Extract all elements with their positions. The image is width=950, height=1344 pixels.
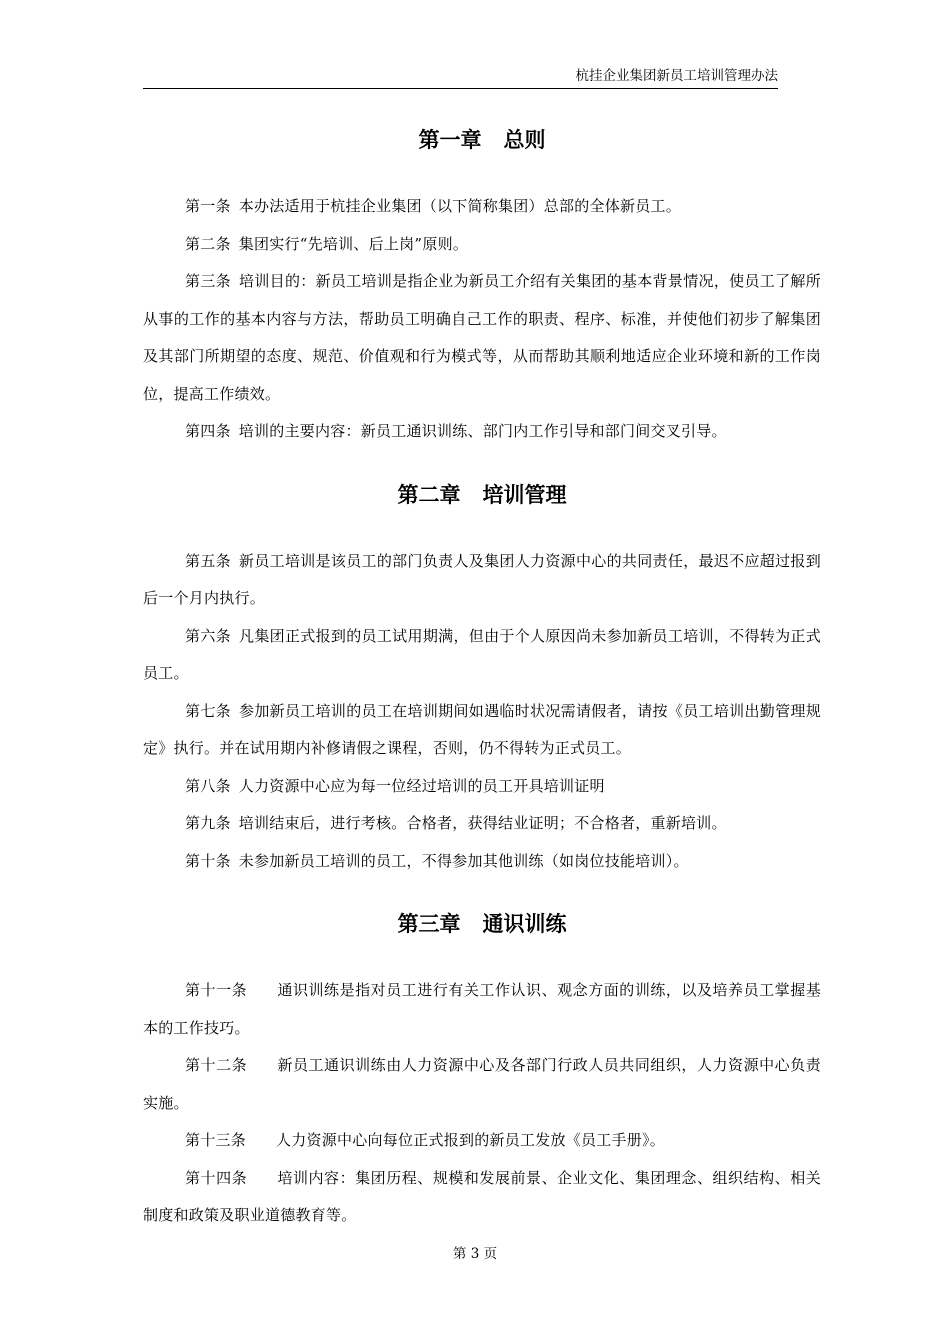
article [143,618,821,693]
article-text: 本办法适用于杭挂企业集团（以下简称集团）总部的全体新员工。 [238,197,682,215]
article-text: 新员工通识训练由人力资源中心及各部门行政人员共同组织，人力资源中心负责实施。 [143,1056,821,1112]
article-text: 凡集团正式报到的员工试用期满，但由于个人原因尚未参加新员工培训，不得转为正式员工。 [143,626,821,682]
article [143,543,821,618]
article-text: 未参加新员工培训的员工，不得参加其他训练（如岗位技能培训）。 [238,851,689,870]
article-text: 参加新员工培训的员工在培训期间如遇临时状况需请假者，请按《员工培训出勤管理规定》执行。并在试用期内补修请假之课程，否则，仍不得转为正式员工。 [143,701,821,757]
article-label: 第二条 [185,234,231,253]
article-text: 培训结束后，进行考核。合格者，获得结业证明；不合格者，重新培训。 [238,814,727,832]
article [143,972,821,1047]
chapter-name: 通识训练 [482,912,567,936]
article-label: 第十条 [185,851,231,870]
article-label: 第三条 [185,272,231,290]
chapter-2 [143,473,821,881]
article-text: 人力资源中心应为每一位经过培训的员工开具培训证明 [238,776,605,795]
article [143,843,821,881]
chapter-title [143,473,821,517]
article-text: 新员工培训是该员工的部门负责人及集团人力资源中心的共同责任，最迟不应超过报到后一个月内执行。 [143,551,821,607]
article [143,188,821,226]
chapter-name: 培训管理 [482,482,567,507]
article-label: 第五条 [185,551,231,570]
article-label: 第一条 [185,197,231,215]
document-body [143,118,821,1235]
chapter-title [143,118,821,162]
article [143,413,821,451]
article-text: 集团实行“先培训、后上岗”原则。 [238,234,469,253]
chapter-number: 第二章 [397,482,461,507]
article-label: 第九条 [185,814,231,832]
chapter-title [143,902,821,946]
article-text: 人力资源中心向每位正式报到的新员工发放《员工手册》。 [276,1131,666,1149]
page-number: 3 [470,1246,480,1262]
chapter-3 [143,902,821,1235]
article-label: 第十二条 [185,1056,248,1074]
page-footer [0,1244,950,1264]
chapter-name: 总则 [503,128,546,152]
page-header [143,66,778,89]
article [143,805,821,843]
article-label: 第十一条 [185,981,248,999]
article-text: 培训目的：新员工培训是指企业为新员工介绍有关集团的基本背景情况，使员工了解所从事的工作的基本内容与方法，帮助员工明确自己工作的职责、程序、标准，并使他们初步了解集团及其部门所期望的态度、规范、价值观和行为模式等，从而帮助其顺利地适应企业环境和新的工作岗位，提高工作绩效。 [143,272,821,403]
article-label: 第七条 [185,701,231,720]
article-text: 培训内容：集团历程、规模和发展前景、企业文化、集团理念、组织结构、相关制度和政策及职业道德教育等。 [143,1168,821,1224]
article [143,1047,821,1122]
article [143,1122,821,1160]
chapter-number: 第一章 [418,128,482,152]
article-label: 第四条 [185,422,231,440]
article-text: 培训的主要内容：新员工通识训练、部门内工作引导和部门间交叉引导。 [238,422,727,440]
article-label: 第十三条 [185,1131,247,1149]
header-title: 杭挂企业集团新员工培训管理办法 [575,68,778,84]
chapter-number: 第三章 [397,912,461,936]
article-label: 第六条 [185,626,231,645]
page-number-prefix: 第 [452,1246,467,1262]
chapter-1 [143,118,821,451]
page-number-suffix: 页 [483,1246,498,1262]
article [143,263,821,413]
article-label: 第八条 [185,776,231,795]
article [143,1160,821,1235]
article-text: 通识训练是指对员工进行有关工作认识、观念方面的训练，以及培养员工掌握基本的工作技巧。 [143,981,821,1037]
article [143,768,821,806]
article [143,693,821,768]
article [143,226,821,264]
article-label: 第十四条 [185,1168,248,1187]
